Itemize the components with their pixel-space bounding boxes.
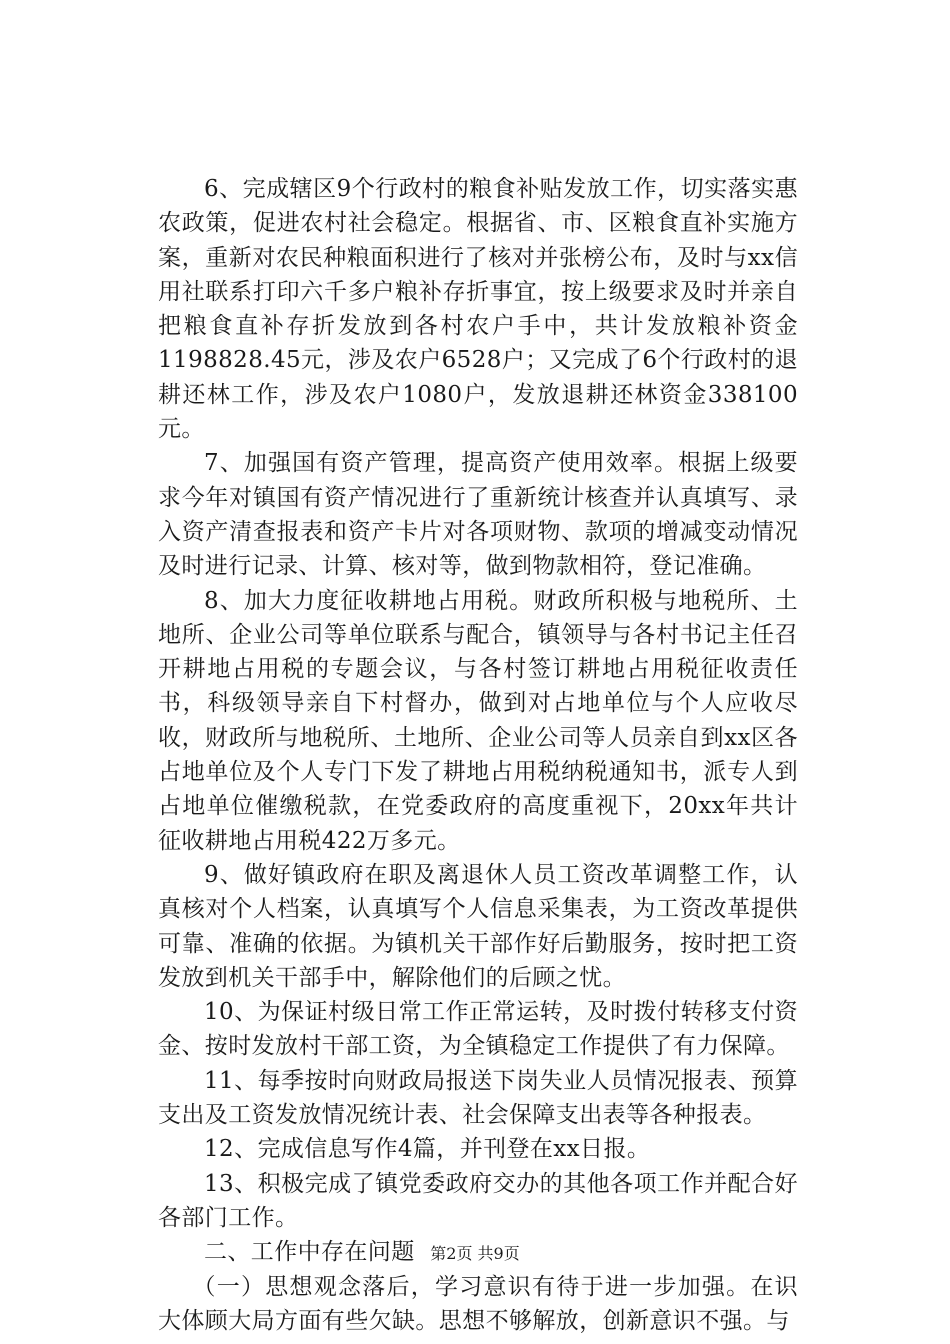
paragraph-item-6: 6、完成辖区9个行政村的粮食补贴发放工作，切实落实惠农政策，促进农村社会稳定。根据省、市、区粮食直补实施方案，重新对农民种粮面积进行了核对并张榜公布，及时与xx信用社联系打印六千多户粮补存折事宜，按上级要求及时并亲自把粮食直补存折发放到各村农户手中，共计发放粮补资金1198828.45元，涉及农户6528户；又完成了6个行政村的退耕还林工作，涉及农户1080户，发放退耕还林资金338100元。 bbox=[158, 176, 798, 443]
paragraph-item-13: 13、积极完成了镇党委政府交办的其他各项工作并配合好各部门工作。 bbox=[158, 1170, 798, 1231]
paragraph-item-7: 7、加强国有资产管理，提高资产使用效率。根据上级要求今年对镇国有资产情况进行了重新统计核查并认真填写、录入资产清查报表和资产卡片对各项财物、款项的增减变动情况及时进行记录、计算、核对等，做到物款相符，登记准确。 bbox=[158, 450, 798, 580]
paragraph-item-8: 8、加大力度征收耕地占用税。财政所积极与地税所、土地所、企业公司等单位联系与配合，镇领导与各村书记主任召开耕地占用税的专题会议，与各村签订耕地占用税征收责任书，科级领导亲自下村督办，做到对占地单位与个人应收尽收，财政所与地税所、土地所、企业公司等人员亲自到xx区各占地单位及个人专门下发了耕地占用税纳税通知书，派专人到占地单位催缴税款，在党委政府的高度重视下，20xx年共计征收耕地占用税422万多元。 bbox=[158, 587, 798, 854]
paragraph-item-9: 9、做好镇政府在职及离退休人员工资改革调整工作，认真核对个人档案，认真填写个人信息采集表，为工资改革提供可靠、准确的依据。为镇机关干部作好后勤服务，按时把工资发放到机关干部手中，解除他们的后顾之忧。 bbox=[158, 861, 798, 991]
sub-paragraph-problems: （一）思想观念落后，学习意识有待于进一步加强。在识大体顾大局方面有些欠缺。思想不够解放，创新意识不强。与 bbox=[158, 1273, 798, 1334]
paragraph-item-11: 11、每季按时向财政局报送下岗失业人员情况报表、预算支出及工资发放情况统计表、社会保障支出表等各种报表。 bbox=[158, 1067, 798, 1129]
page-footer: 第2页 共9页 bbox=[430, 1244, 520, 1263]
section-heading: 二、工作中存在问题 bbox=[204, 1239, 415, 1266]
paragraph-item-10: 10、为保证村级日常工作正常运转，及时拨付转移支付资金、按时发放村干部工资，为全镇稳定工作提供了有力保障。 bbox=[158, 999, 798, 1060]
paragraph-item-12: 12、完成信息写作4篇，并刊登在xx日报。 bbox=[204, 1136, 651, 1163]
document-body bbox=[158, 172, 798, 1338]
